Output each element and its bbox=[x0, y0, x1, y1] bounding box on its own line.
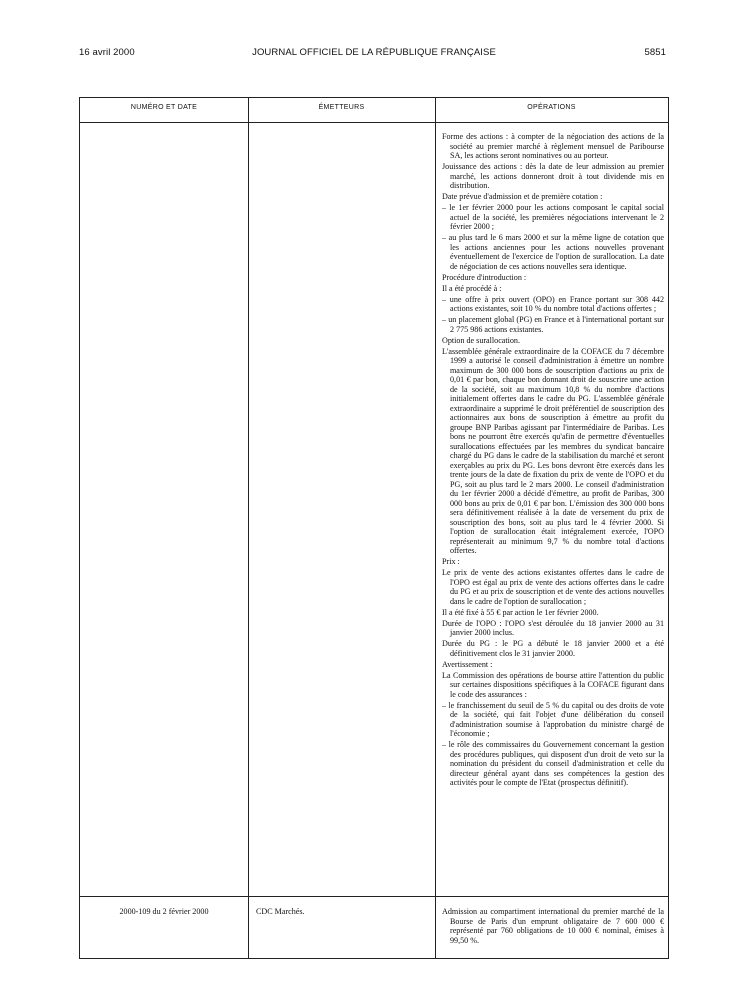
paragraph: – le rôle des commissaires du Gouvernement concernant la gestion des procédures publiques, qui disposent d'un droit de veto sur la nomination du président du conseil d'administration et celle du directeur général ayant dans ses compétences la gestion des activités pour le compte de l'Etat (prospectus définitif). bbox=[442, 740, 664, 787]
paragraph: La Commission des opérations de bourse attire l'attention du public sur certaines dispositions spécifiques à la COFACE figurant dans le code des assurances : bbox=[442, 670, 664, 699]
paragraph: Avertissement : bbox=[442, 659, 493, 669]
paragraph: Procédure d'introduction : bbox=[442, 272, 527, 282]
paragraph: – une offre à prix ouvert (OPO) en France portant sur 308 442 actions existantes, soit 10 % du nombre total d'actions offertes ; bbox=[442, 294, 664, 313]
column-divider bbox=[248, 98, 249, 958]
journal-title: JOURNAL OFFICIEL DE LA RÉPUBLIQUE FRANÇAISE bbox=[252, 47, 496, 58]
paragraph: Il a été procédé à : bbox=[442, 283, 502, 293]
row2-emitter: CDC Marchés. bbox=[256, 907, 305, 916]
row2-operation bbox=[442, 907, 664, 945]
column-divider bbox=[435, 98, 436, 958]
paragraph: Admission au compartiment international du premier marché de la Bourse de Paris d'un emprunt obligataire de 7 600 000 € représenté par 760 obligations de 10 000 € nominal, émises à 99,50 %. bbox=[442, 907, 664, 945]
paragraph: Option de surallocation. bbox=[442, 335, 520, 345]
header-date: 16 avril 2000 bbox=[79, 47, 135, 58]
column-header-operations: OPÉRATIONS bbox=[527, 104, 576, 111]
paragraph: Il a été fixé à 55 € par action le 1er février 2000. bbox=[442, 607, 599, 617]
paragraph: Prix : bbox=[442, 557, 460, 566]
paragraph: Jouissance des actions : dès la date de leur admission au premier marché, les actions donneront droit à tout dividende mis en distribution. bbox=[442, 162, 664, 190]
paragraph: – le 1er février 2000 pour les actions composant le capital social actuel de la société, les premières négociations intervenant le 2 février 2000 ; bbox=[442, 203, 664, 231]
paragraph: – un placement global (PG) en France et à l'international portant sur 2 775 986 actions existantes. bbox=[442, 315, 664, 334]
paragraph: Forme des actions : à compter de la négociation des actions de la société au premier marché à règlement mensuel de Paribourse SA, les actions seront nominatives ou au porteur. bbox=[442, 132, 664, 160]
page-number: 5851 bbox=[644, 47, 666, 58]
paragraph: L'assemblée générale extraordinaire de la COFACE du 7 décembre 1999 a autorisé le conseil d'administration à émettre un nombre maximum de 300 000 bons de souscription d'actions au prix de 0,01 € par bon, chaque bon donnant droit de souscrire une action de la société, soit au maximum 10,8 % du nombre d'actions initialement offertes dans le cadre du PG. L'assemblée générale extraordinaire a supprimé le droit préférentiel de souscription des actionnaires aux bons de souscription à émettre au profit du groupe BNP Paribas agissant par l'intermédiaire de Paribas. Les bons ne pourront être exercés qu'afin de permettre d'éventuelles surallocations effectuées par les membres du syndicat bancaire chargé du PG dans le cadre de la stabilisation du marché et seront exerçables au prix du PG. Les bons devront être exercés dans les trente jours de la date de fixation du prix de vente de l'OPO et du PG, soit au plus tard le 2 mars 2000. Le conseil d'administration du 1er février 2000 a décidé d'émettre, au profit de Paribas, 300 000 bons au prix de 0,01 € par bon. L'émission des 300 000 bons sera définitivement réalisée à la date de versement du prix de souscription des bons, soit au plus tard le 4 février 2000. Si l'option de surallocation était intégralement exercée, l'OPO représenterait au minimum 9,7 % du nombre total d'actions offertes. bbox=[442, 346, 664, 555]
paragraph: Durée de l'OPO : l'OPO s'est déroulée du 18 janvier 2000 au 31 janvier 2000 inclus. bbox=[442, 618, 664, 637]
publication-table bbox=[79, 97, 669, 959]
row-divider bbox=[80, 896, 668, 897]
column-header-emitters: ÉMETTEURS bbox=[318, 104, 365, 111]
operations-text-row1 bbox=[442, 132, 664, 789]
paragraph: Durée du PG : le PG a débuté le 18 janvier 2000 et a été définitivement clos le 31 janvier 2000. bbox=[442, 639, 664, 658]
paragraph: Date prévue d'admission et de première cotation : bbox=[442, 192, 603, 201]
header-divider bbox=[80, 122, 668, 123]
paragraph: Le prix de vente des actions existantes offertes dans le cadre de l'OPO est égal au prix de vente des actions offertes dans le cadre du PG et au prix de souscription et de vente des actions nouvelles dans le cadre de l'option de surallocation ; bbox=[442, 568, 664, 606]
paragraph: – au plus tard le 6 mars 2000 et sur la même ligne de cotation que les actions anciennes pour les actions nouvelles provenant éventuellement de l'exercice de l'option de surallocation. La date de négociation de ces actions nouvelles sera identique. bbox=[442, 233, 664, 271]
column-header-number-date: NUMÉRO ET DATE bbox=[130, 104, 198, 111]
row2-number-date: 2000-109 du 2 février 2000 bbox=[119, 907, 209, 916]
paragraph: – le franchissement du seuil de 5 % du capital ou des droits de vote de la société, qui fait l'objet d'une délibération du conseil d'administration soumise à l'approbation du ministre chargé de l'économie ; bbox=[442, 700, 664, 738]
